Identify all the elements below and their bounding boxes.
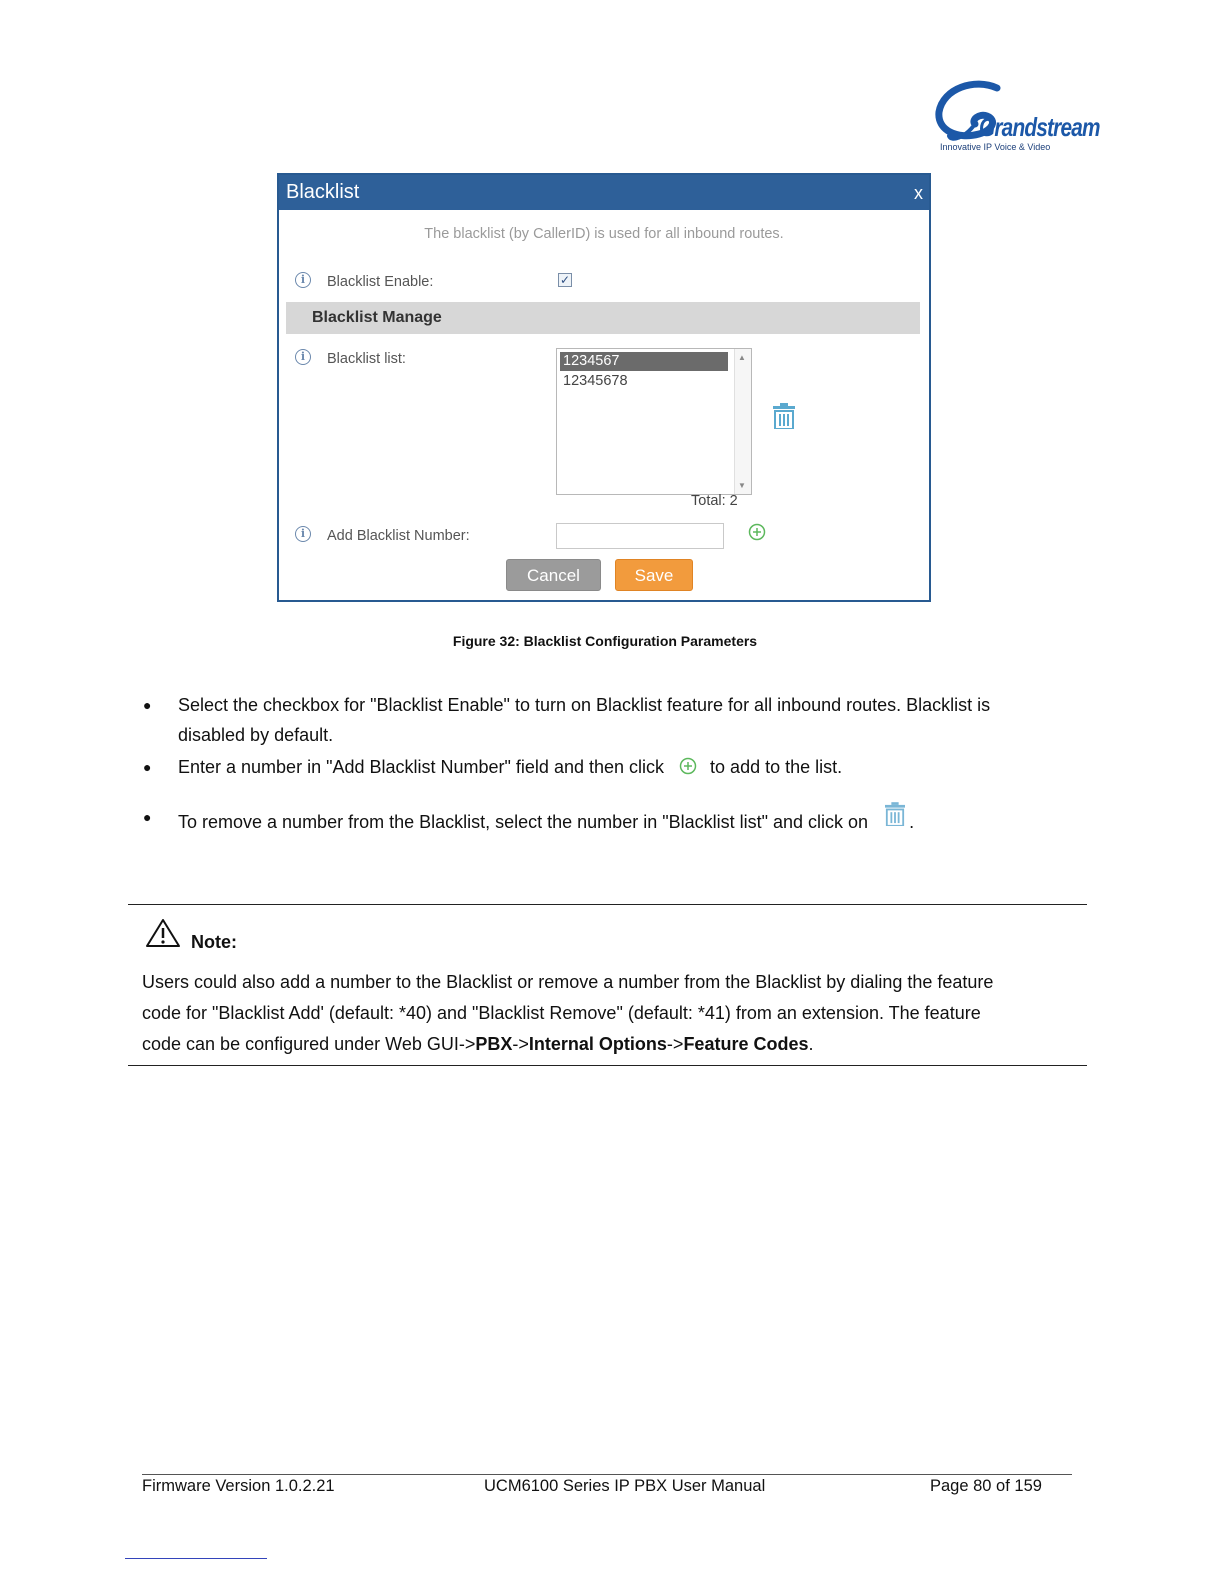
bullet-3-text: To remove a number from the Blacklist, select the number in "Blacklist list" and click on xyxy=(178,812,869,832)
note-feature-codes: Feature Codes xyxy=(683,1034,809,1054)
footer-title: UCM6100 Series IP PBX User Manual xyxy=(484,1477,766,1495)
note-internal-options: Internal Options xyxy=(528,1034,667,1054)
bullet-1 xyxy=(178,690,990,750)
bullet-2-text-end: to add to the list. xyxy=(710,757,843,777)
add-icon xyxy=(679,757,697,775)
note-arrow: -> xyxy=(512,1034,529,1054)
bullet-3-end: . xyxy=(909,812,915,832)
bullet-icon: ● xyxy=(143,809,152,825)
note-period: . xyxy=(808,1034,814,1054)
logo-tagline: Innovative IP Voice & Video xyxy=(940,142,1051,152)
list-total: Total: 2 xyxy=(691,493,738,509)
logo-wordmark: Grandstream xyxy=(979,112,1100,142)
dialog-header xyxy=(279,175,929,210)
note-pbx: PBX xyxy=(475,1034,513,1054)
note-bottom-rule xyxy=(128,1065,1087,1066)
bullet-icon: ● xyxy=(143,697,152,713)
bullet-icon: ● xyxy=(143,759,152,775)
dialog-title: Blacklist xyxy=(286,181,360,203)
warning-icon xyxy=(145,918,181,948)
note-line-1: Users could also add a number to the Blacklist or remove a number from the Blacklist by dialing the feature xyxy=(142,972,994,992)
footer-page: Page 80 of 159 xyxy=(930,1477,1042,1495)
blacklist-list-label: Blacklist list: xyxy=(327,351,406,367)
list-item[interactable]: 12345678 xyxy=(563,373,628,389)
note-body xyxy=(142,967,1082,1060)
section-header xyxy=(286,302,920,334)
note-title: Note: xyxy=(191,932,237,952)
trash-icon xyxy=(885,802,905,826)
blacklist-dialog xyxy=(277,173,931,602)
blacklist-enable-checkbox[interactable]: ✓ xyxy=(559,273,571,287)
list-item[interactable]: 1234567 xyxy=(560,352,728,371)
add-blacklist-input[interactable] xyxy=(556,523,724,549)
blacklist-listbox[interactable] xyxy=(556,348,752,495)
info-icon[interactable]: i xyxy=(295,526,311,542)
bottom-link-rule xyxy=(125,1558,267,1559)
add-blacklist-label: Add Blacklist Number: xyxy=(327,528,470,544)
figure-caption: Figure 32: Blacklist Configuration Parameters xyxy=(452,633,758,649)
note-arrow: -> xyxy=(666,1034,684,1054)
bullet-3 xyxy=(178,802,914,837)
dialog-description: The blacklist (by CallerID) is used for all inbound routes. xyxy=(424,226,784,242)
section-title: Blacklist Manage xyxy=(312,309,442,326)
footer-firmware: Firmware Version 1.0.2.21 xyxy=(142,1477,335,1495)
bullet-1-line2: disabled by default. xyxy=(178,725,334,745)
grandstream-logo xyxy=(935,78,1100,154)
close-icon[interactable]: x xyxy=(914,183,923,203)
note-line-3: code can be configured under Web GUI-> xyxy=(142,1034,476,1054)
cancel-button[interactable]: Cancel xyxy=(506,559,601,591)
info-icon[interactable]: i xyxy=(295,349,311,365)
blacklist-enable-label: Blacklist Enable: xyxy=(327,274,434,290)
scroll-down-icon[interactable]: ▼ xyxy=(738,481,746,490)
scroll-up-icon[interactable]: ▲ xyxy=(738,353,746,362)
note-line-2: code for "Blacklist Add' (default: *40) and "Blacklist Remove" (default: *41) from an extension. The feature xyxy=(142,1003,981,1023)
bullet-2-text: Enter a number in "Add Blacklist Number" field and then click xyxy=(178,757,665,777)
listbox-scrollbar[interactable] xyxy=(734,349,751,494)
save-button[interactable]: Save xyxy=(615,559,693,591)
bullet-2 xyxy=(178,752,842,782)
note-top-rule xyxy=(128,904,1087,905)
footer-rule xyxy=(142,1474,1072,1475)
add-icon[interactable] xyxy=(748,523,766,541)
trash-icon[interactable] xyxy=(773,403,795,429)
info-icon[interactable]: i xyxy=(295,272,311,288)
bullet-1-line1: Select the checkbox for "Blacklist Enable" to turn on Blacklist feature for all inbound routes. Blacklist is xyxy=(178,695,991,715)
